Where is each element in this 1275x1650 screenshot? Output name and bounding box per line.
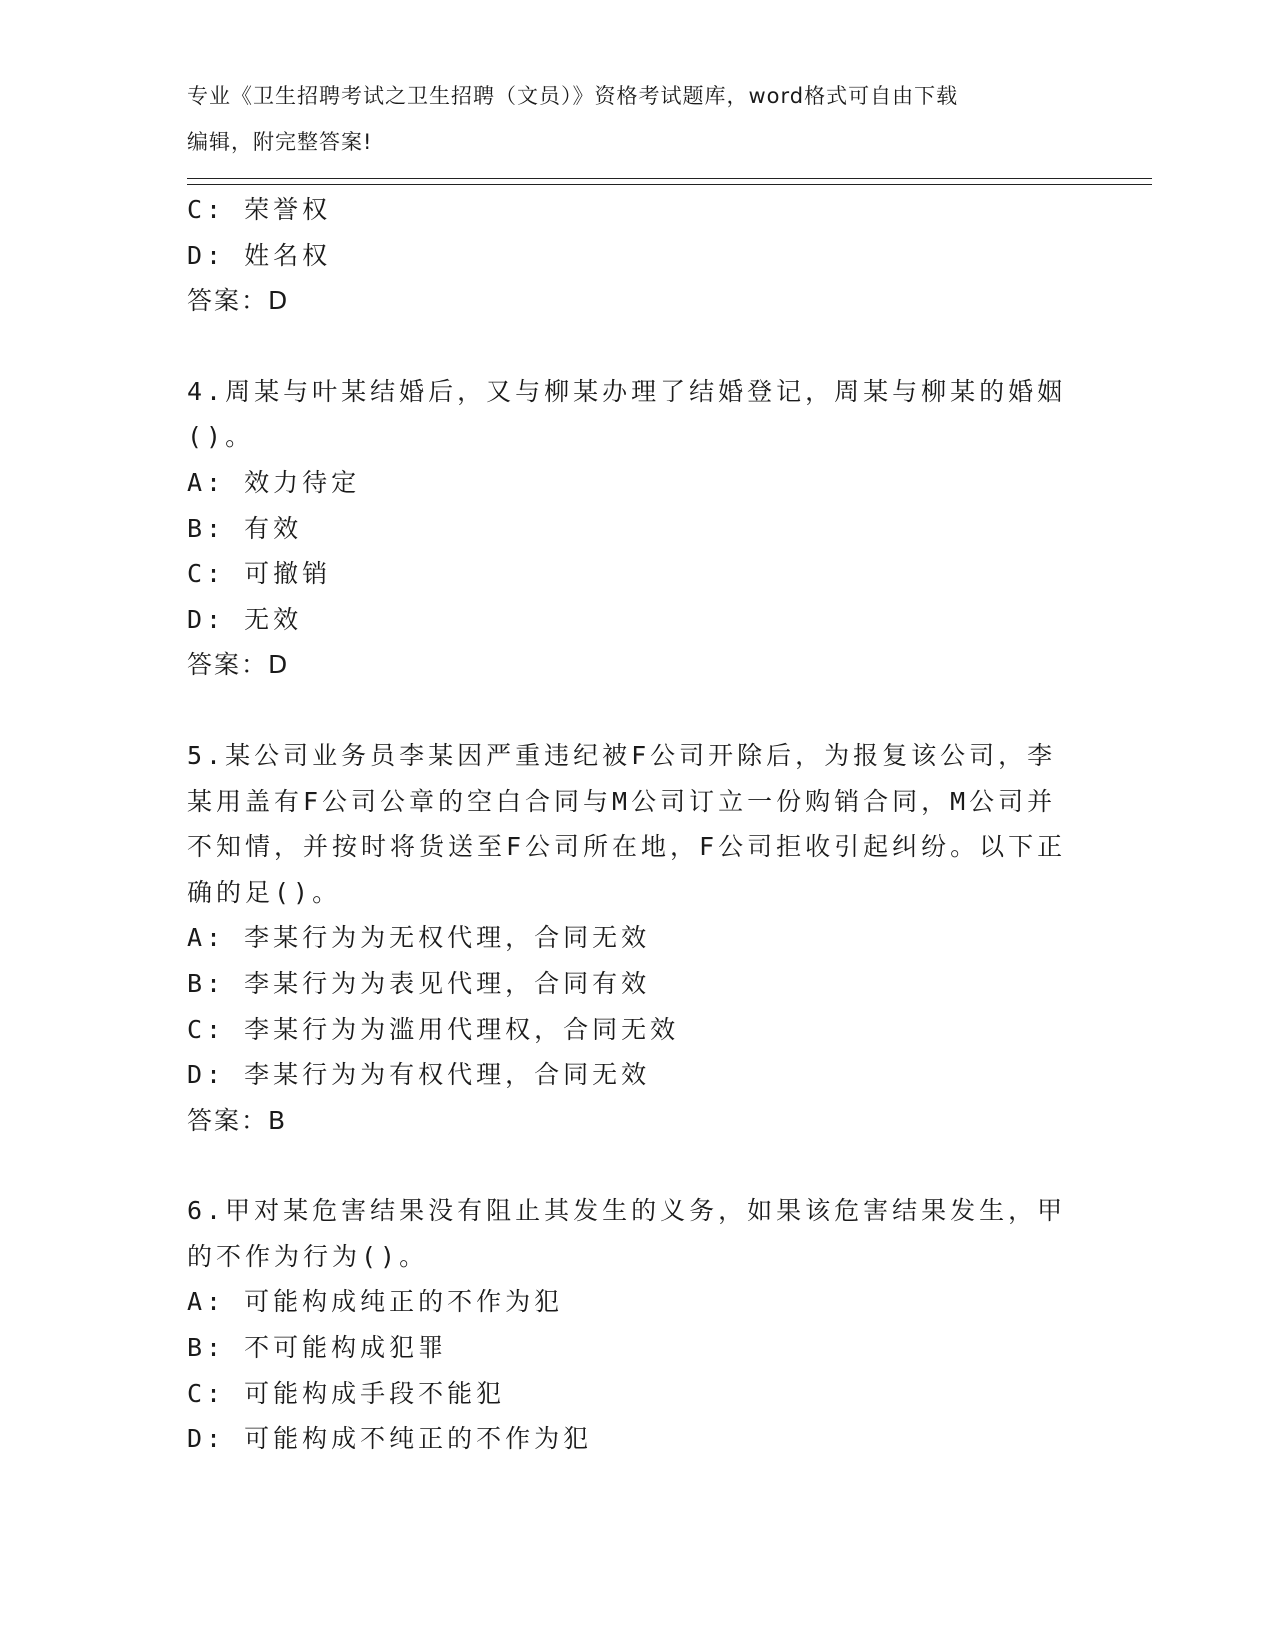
option-d: D: 李某行为为有权代理，合同无效	[187, 1060, 651, 1090]
question-text: ()。	[187, 422, 255, 452]
answer-line: 答案：B	[187, 1105, 288, 1135]
option-c: C: 李某行为为滥用代理权，合同无效	[187, 1014, 680, 1044]
answer-line: 答案：D	[187, 286, 290, 316]
option-c: C: 可能构成手段不能犯	[187, 1378, 506, 1408]
answer-line: 答案：D	[187, 650, 290, 680]
header-line-1: 专业《卫生招聘考试之卫生招聘（文员）》资格考试题库，word格式可自由下载	[187, 84, 959, 108]
question-text: 的不作为行为()。	[187, 1241, 429, 1271]
question-5	[187, 733, 1087, 1143]
question-3-tail	[187, 187, 1087, 324]
header-divider-top	[187, 178, 1152, 179]
option-a: A: 可能构成纯正的不作为犯	[187, 1287, 564, 1317]
question-text: 某用盖有F公司公章的空白合同与M公司订立一份购销合同，M公司并	[187, 786, 1057, 816]
option-c: C: 荣誉权	[187, 195, 332, 224]
document-header	[187, 74, 1067, 165]
header-line-2: 编辑，附完整答案!	[187, 129, 373, 154]
question-4	[187, 369, 1087, 688]
question-text: 6.甲对某危害结果没有阻止其发生的义务，如果该危害结果发生，甲	[187, 1196, 1067, 1226]
question-text: 5.某公司业务员李某因严重违纪被F公司开除后，为报复该公司，李	[187, 740, 1057, 770]
header-divider-bottom	[187, 184, 1152, 185]
option-b: B: 有效	[187, 513, 303, 543]
question-text: 4.周某与叶某结婚后，又与柳某办理了结婚登记，周某与柳某的婚姻	[187, 376, 1067, 406]
option-c: C: 可撤销	[187, 559, 332, 589]
option-b: B: 李某行为为表见代理，合同有效	[187, 968, 651, 998]
question-6	[187, 1188, 1087, 1462]
option-a: A: 效力待定	[187, 467, 361, 497]
question-text: 确的足()。	[187, 877, 342, 907]
option-d: D: 可能构成不纯正的不作为犯	[187, 1424, 593, 1454]
question-text: 不知情，并按时将货送至F公司所在地，F公司拒收引起纠纷。以下正	[187, 832, 1067, 862]
option-d: D: 姓名权	[187, 240, 332, 270]
option-a: A: 李某行为为无权代理，合同无效	[187, 923, 651, 953]
document-body	[187, 187, 1087, 1462]
option-d: D: 无效	[187, 604, 303, 634]
option-b: B: 不可能构成犯罪	[187, 1333, 448, 1363]
